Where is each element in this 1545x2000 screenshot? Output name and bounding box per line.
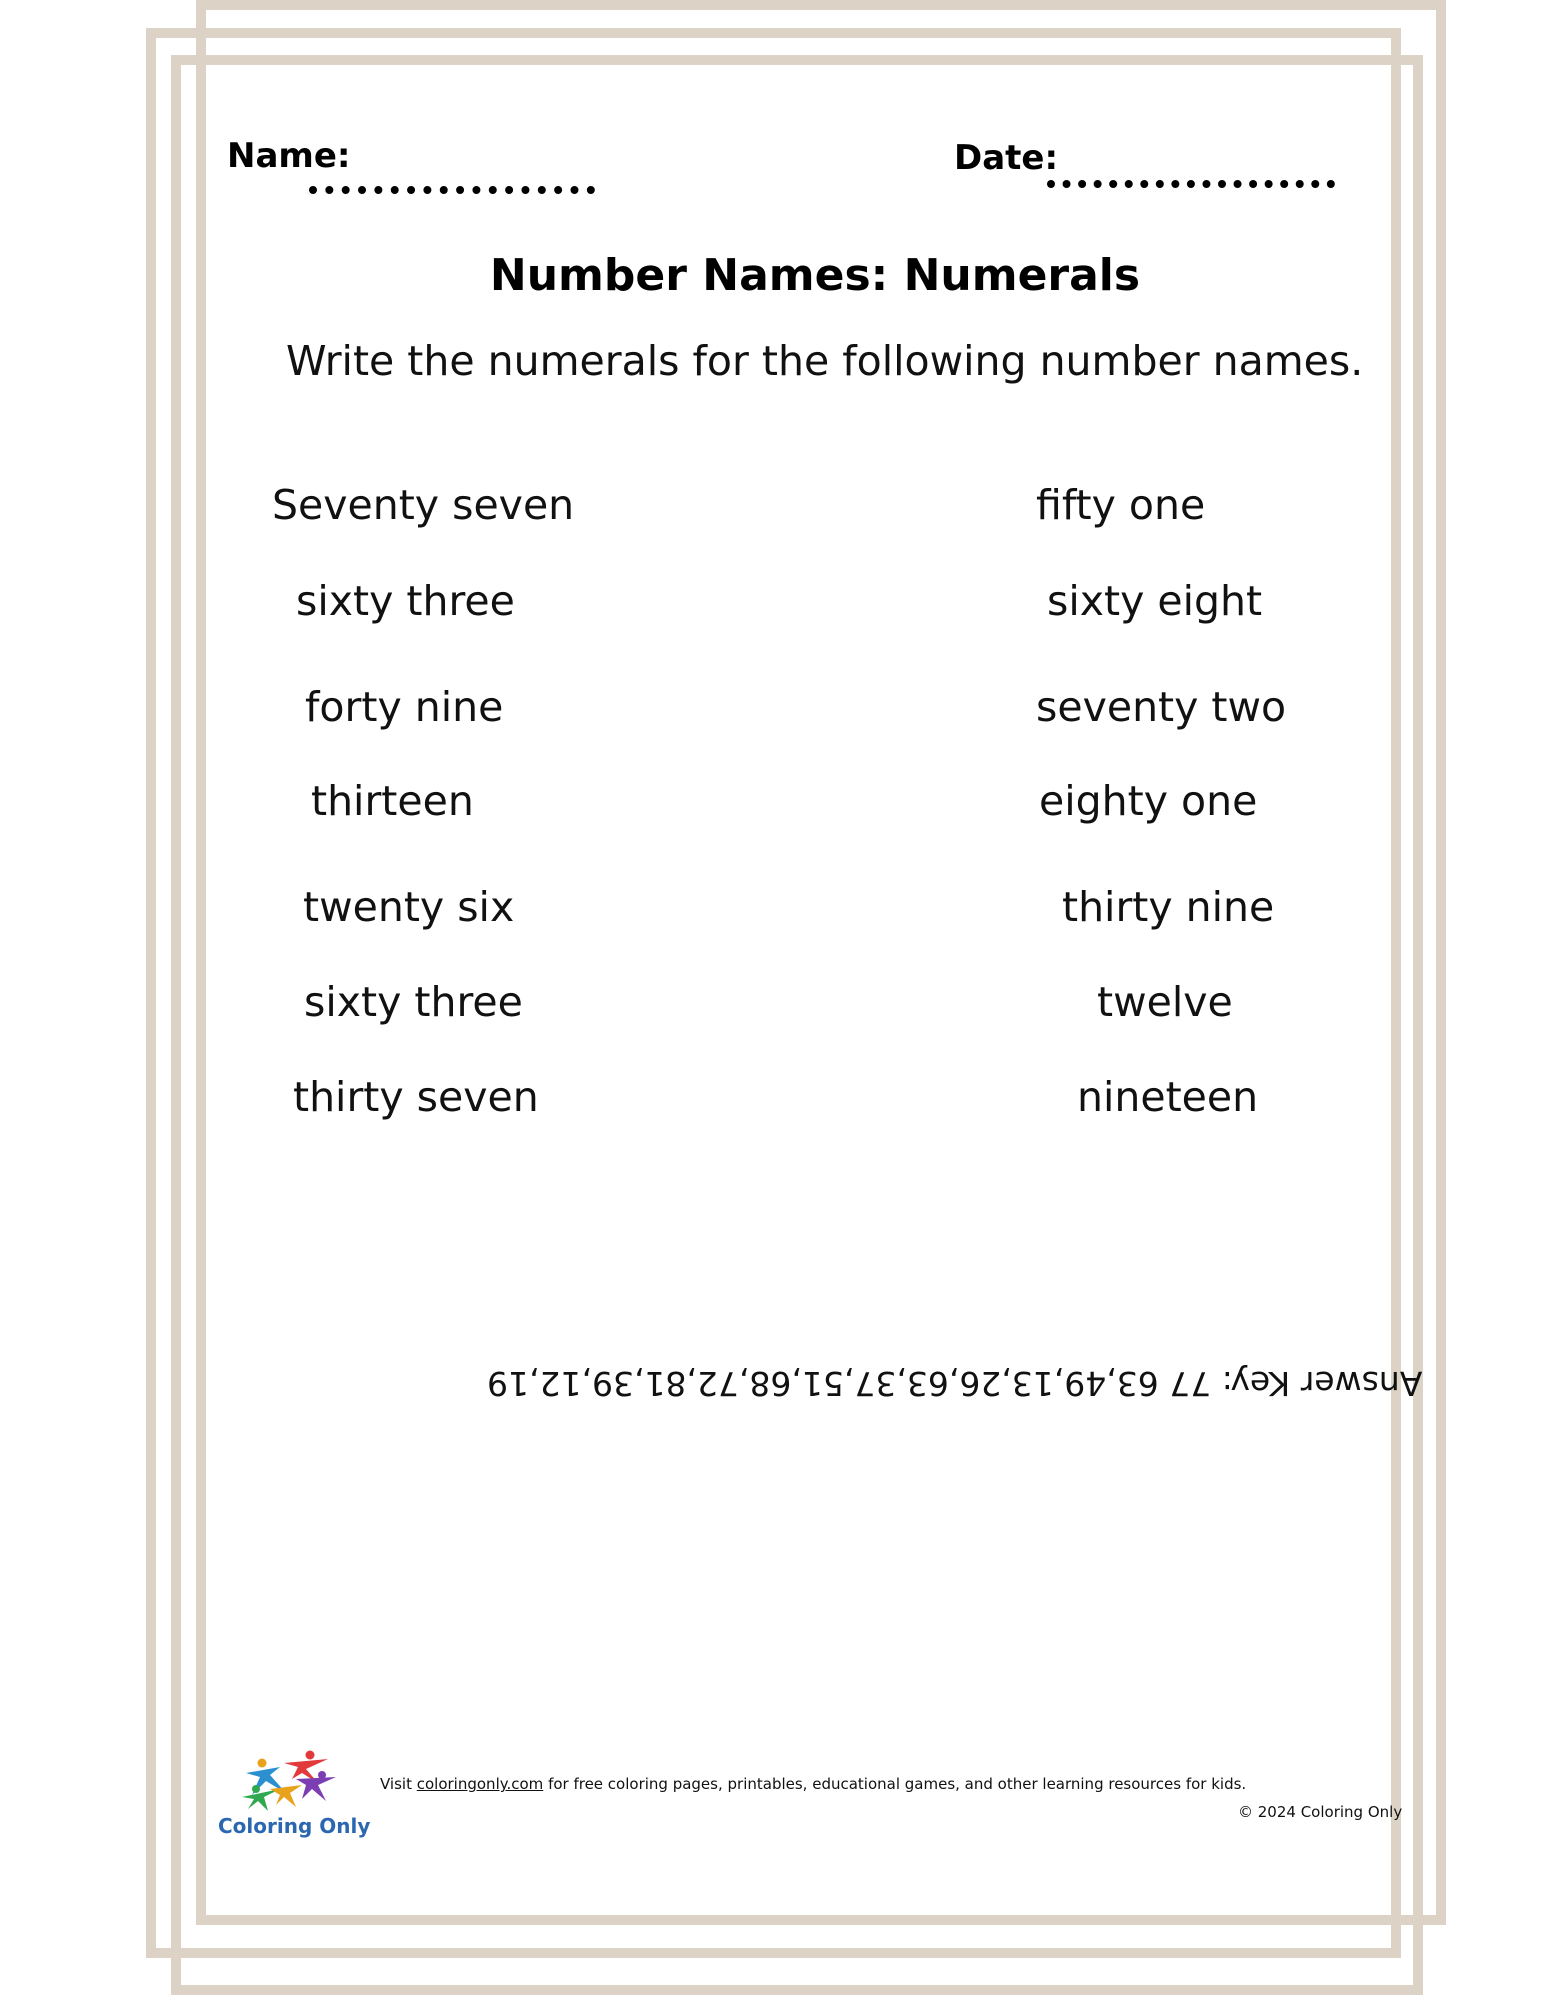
footer-site-link[interactable]: coloringonly.com bbox=[416, 1775, 544, 1793]
footer-visit-suffix: for free coloring pages, printables, educational games, and other learning resources for kids. bbox=[548, 1775, 1247, 1793]
name-label: Name: bbox=[227, 136, 351, 176]
number-name-right-7: nineteen bbox=[1077, 1073, 1259, 1121]
date-label: Date: bbox=[954, 138, 1059, 178]
answer-key: Answer Key: 77 63,49,13,26,63,37,51,68,72,81,39,12,19 bbox=[487, 1364, 1423, 1403]
date-write-line[interactable] bbox=[1047, 180, 1335, 188]
instruction-text: Write the numerals for the following number names. bbox=[286, 337, 1364, 385]
number-name-right-2: sixty eight bbox=[1047, 577, 1263, 625]
name-write-line[interactable] bbox=[309, 186, 595, 194]
number-name-right-4: eighty one bbox=[1039, 777, 1258, 825]
footer-visit-prefix: Visit bbox=[380, 1775, 412, 1793]
coloring-only-logo bbox=[240, 1749, 340, 1813]
logo-figures-icon bbox=[240, 1749, 340, 1813]
number-name-right-6: twelve bbox=[1097, 978, 1233, 1026]
number-name-left-4: thirteen bbox=[311, 777, 474, 825]
number-name-left-5: twenty six bbox=[303, 883, 515, 931]
number-name-left-6: sixty three bbox=[304, 978, 523, 1026]
number-name-right-5: thirty nine bbox=[1062, 883, 1275, 931]
number-name-right-3: seventy two bbox=[1036, 683, 1287, 731]
footer-visit-text bbox=[380, 1775, 1246, 1793]
number-name-left-1: Seventy seven bbox=[272, 481, 575, 529]
logo-text: Coloring Only bbox=[218, 1814, 371, 1838]
number-name-left-3: forty nine bbox=[305, 683, 504, 731]
page-title: Number Names: Numerals bbox=[489, 250, 1141, 301]
copyright-text: © 2024 Coloring Only bbox=[1238, 1803, 1403, 1821]
number-name-right-1: fifty one bbox=[1036, 481, 1206, 529]
number-name-left-2: sixty three bbox=[296, 577, 515, 625]
number-name-left-7: thirty seven bbox=[293, 1073, 539, 1121]
